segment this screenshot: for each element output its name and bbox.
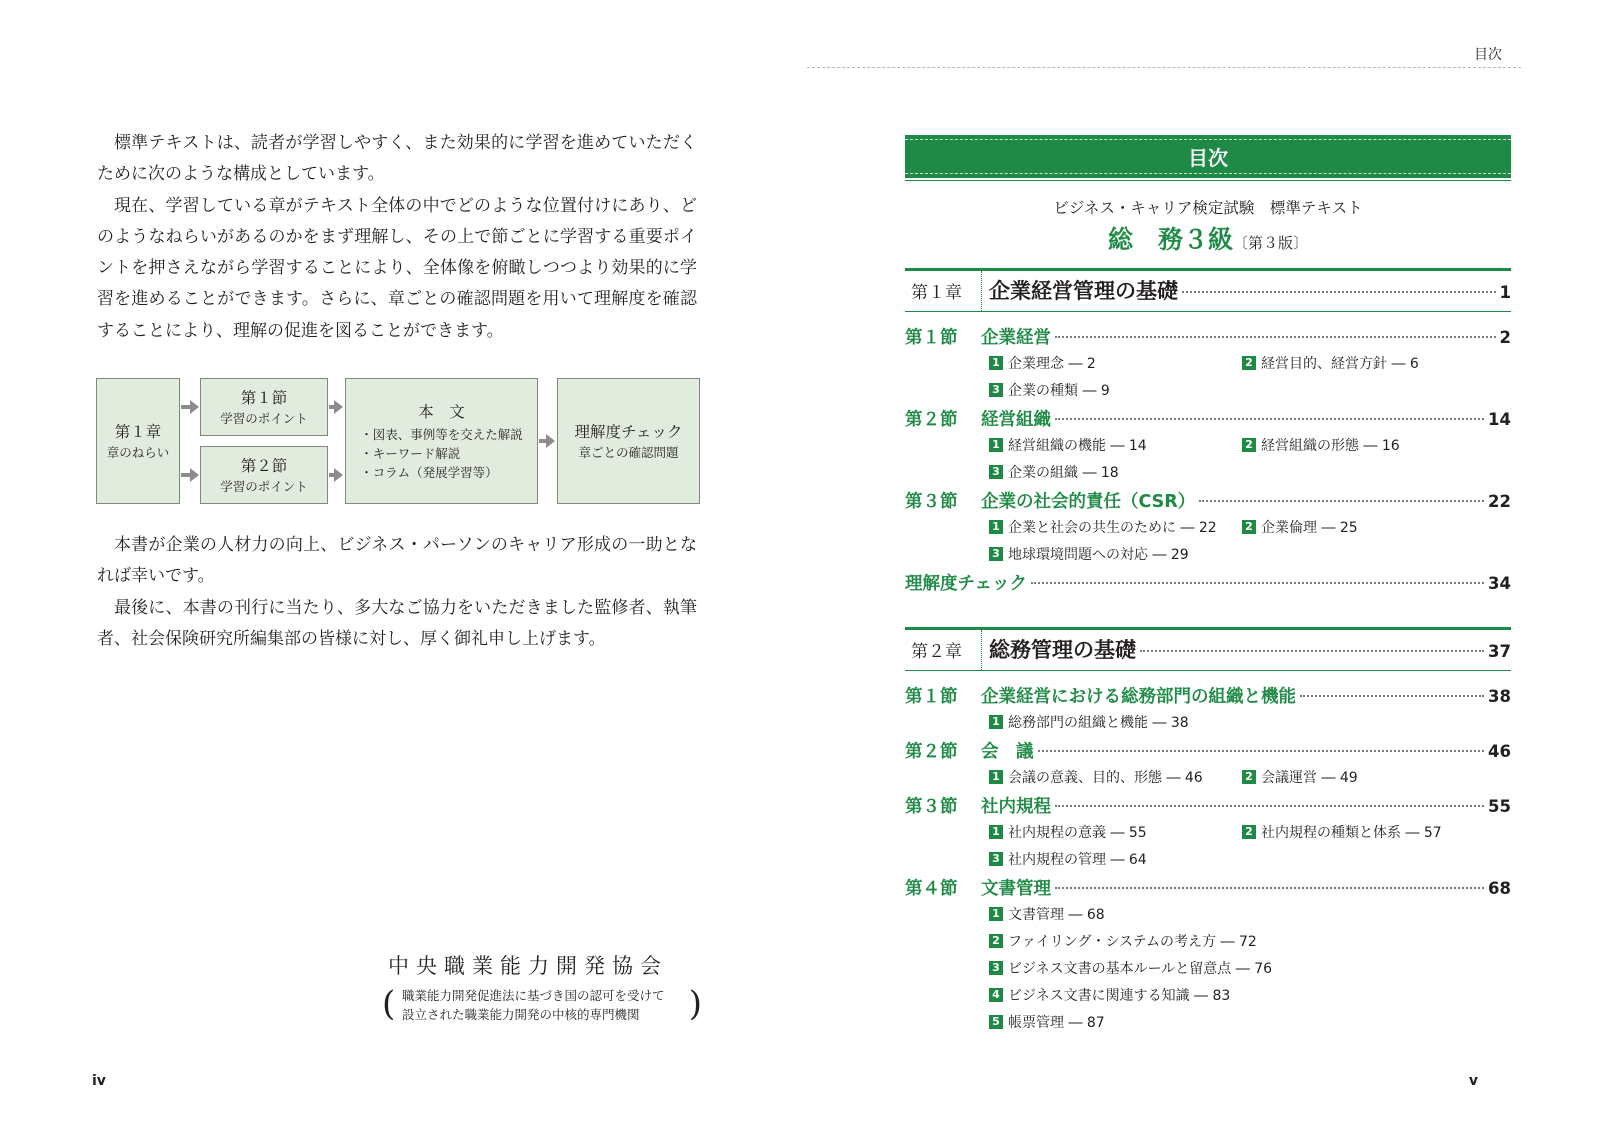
toc-item[interactable]: 1 企業と社会の共生のために ― 22 <box>989 517 1217 537</box>
arrow-icon <box>546 434 555 448</box>
toc-item[interactable]: 3 企業の種類 ― 9 <box>989 380 1110 400</box>
toc-banner <box>905 135 1511 178</box>
paragraph: 本書が企業の人材力の向上、ビジネス・パーソンのキャリア形成の一助となれば幸いです。 <box>97 535 697 587</box>
chapter-heading[interactable]: 第２章 総務管理の基礎 37 <box>905 627 1511 671</box>
toc-check[interactable]: 理解度チェック 34 <box>905 574 1511 594</box>
flow-box-section-1: 第１節 学習のポイント <box>200 378 328 436</box>
page-number-left: iv <box>92 1073 106 1089</box>
paragraph: 現在、学習している章がテキスト全体の中でどのような位置付けにあり、どのようなねらいがあるのかをまず理解し、その上で節ごとに学習する重要ポイントを押さえながら学習することにより、全体像を俯瞰しつつより効果的に学習を進めることができます。さらに、章ごとの確認問題を用いて理解度を確認することにより、理解の促進を図ることができます。 <box>97 195 697 341</box>
toc-item[interactable]: 1 文書管理 ― 68 <box>989 904 1105 924</box>
running-title: 目次 <box>1474 47 1502 63</box>
paragraph: 標準テキストは、読者が学習しやすく、また効果的に学習を進めていただくために次のような構成としています。 <box>97 133 697 185</box>
toc-item[interactable]: 2 経営目的、経営方針 ― 6 <box>1242 353 1419 373</box>
arrow-icon <box>334 468 343 482</box>
chapter-heading[interactable]: 第１章 企業経営管理の基礎 1 <box>905 268 1511 312</box>
toc-item[interactable]: 3 地球環境問題への対応 ― 29 <box>989 544 1189 564</box>
intro-text <box>97 128 697 347</box>
structure-diagram <box>96 378 701 504</box>
flow-box-section-2: 第２節 学習のポイント <box>200 446 328 504</box>
flow-box-body: 本 文 ・図表、事例等を交えた解説 ・キーワード解説 ・コラム（発展学習等） <box>345 378 538 504</box>
toc-item[interactable]: 3 社内規程の管理 ― 64 <box>989 849 1147 869</box>
flow-box-chapter: 第１章 章のねらい <box>96 378 180 504</box>
header-rule <box>807 67 1521 68</box>
arrow-icon <box>334 400 343 414</box>
organization-name: 中央職業能力開発協会 <box>388 954 668 978</box>
arrow-icon <box>190 400 199 414</box>
toc-section[interactable]: 第１節 企業経営における総務部門の組織と機能 38 <box>905 687 1511 707</box>
toc-item[interactable]: 2 会議運営 ― 49 <box>1242 767 1358 787</box>
toc-section[interactable]: 第３節 企業の社会的責任（CSR） 22 <box>905 492 1511 512</box>
arrow-icon <box>190 468 199 482</box>
paragraph: 最後に、本書の刊行に当たり、多大なご協力をいただきました監修者、執筆者、社会保険研究所編集部の皆様に対し、厚く御礼申し上げます。 <box>97 597 697 649</box>
book-edition: 〔第３版〕 <box>1233 234 1309 252</box>
body-item-list: ・図表、事例等を交えた解説 ・キーワード解説 ・コラム（発展学習等） <box>360 426 523 480</box>
toc-item[interactable]: 2 経営組織の形態 ― 16 <box>1242 435 1400 455</box>
toc-item[interactable]: 3 ビジネス文書の基本ルールと留意点 ― 76 <box>989 958 1272 978</box>
toc-item[interactable]: 1 企業理念 ― 2 <box>989 353 1096 373</box>
book-subtitle: ビジネス・キャリア検定試験 標準テキスト <box>1053 199 1363 217</box>
toc-item[interactable]: 2 ファイリング・システムの考え方 ― 72 <box>989 931 1257 951</box>
book-title: 総 務３級〔第３版〕 <box>1107 225 1309 254</box>
toc-section[interactable]: 第２節 会 議 46 <box>905 742 1511 762</box>
toc-item[interactable]: 1 総務部門の組織と機能 ― 38 <box>989 712 1189 732</box>
toc-item[interactable]: 1 会議の意義、目的、形態 ― 46 <box>989 767 1203 787</box>
page-number-right: v <box>1468 1073 1478 1089</box>
toc-item[interactable]: 2 企業倫理 ― 25 <box>1242 517 1358 537</box>
toc-item[interactable]: 1 経営組織の機能 ― 14 <box>989 435 1147 455</box>
organization-note: ( 職業能力開発促進法に基づき国の認可を受けて 設立された職業能力開発の中核的専門機関 ) <box>382 984 702 1024</box>
toc-section[interactable]: 第１節 企業経営 2 <box>905 328 1511 348</box>
toc-item[interactable]: 5 帳票管理 ― 87 <box>989 1012 1105 1032</box>
toc-heading: 目次 <box>1188 146 1228 170</box>
toc-section[interactable]: 第４節 文書管理 68 <box>905 879 1511 899</box>
flow-box-check: 理解度チェック 章ごとの確認問題 <box>557 378 700 504</box>
organization-signature <box>382 952 702 1024</box>
toc-item[interactable]: 1 社内規程の意義 ― 55 <box>989 822 1147 842</box>
closing-text <box>97 530 697 655</box>
toc-item[interactable]: 3 企業の組織 ― 18 <box>989 462 1119 482</box>
toc-item[interactable]: 4 ビジネス文書に関連する知識 ― 83 <box>989 985 1230 1005</box>
toc-section[interactable]: 第２節 経営組織 14 <box>905 410 1511 430</box>
right-page <box>800 0 1600 1135</box>
toc-section[interactable]: 第３節 社内規程 55 <box>905 797 1511 817</box>
toc-item[interactable]: 2 社内規程の種類と体系 ― 57 <box>1242 822 1442 842</box>
